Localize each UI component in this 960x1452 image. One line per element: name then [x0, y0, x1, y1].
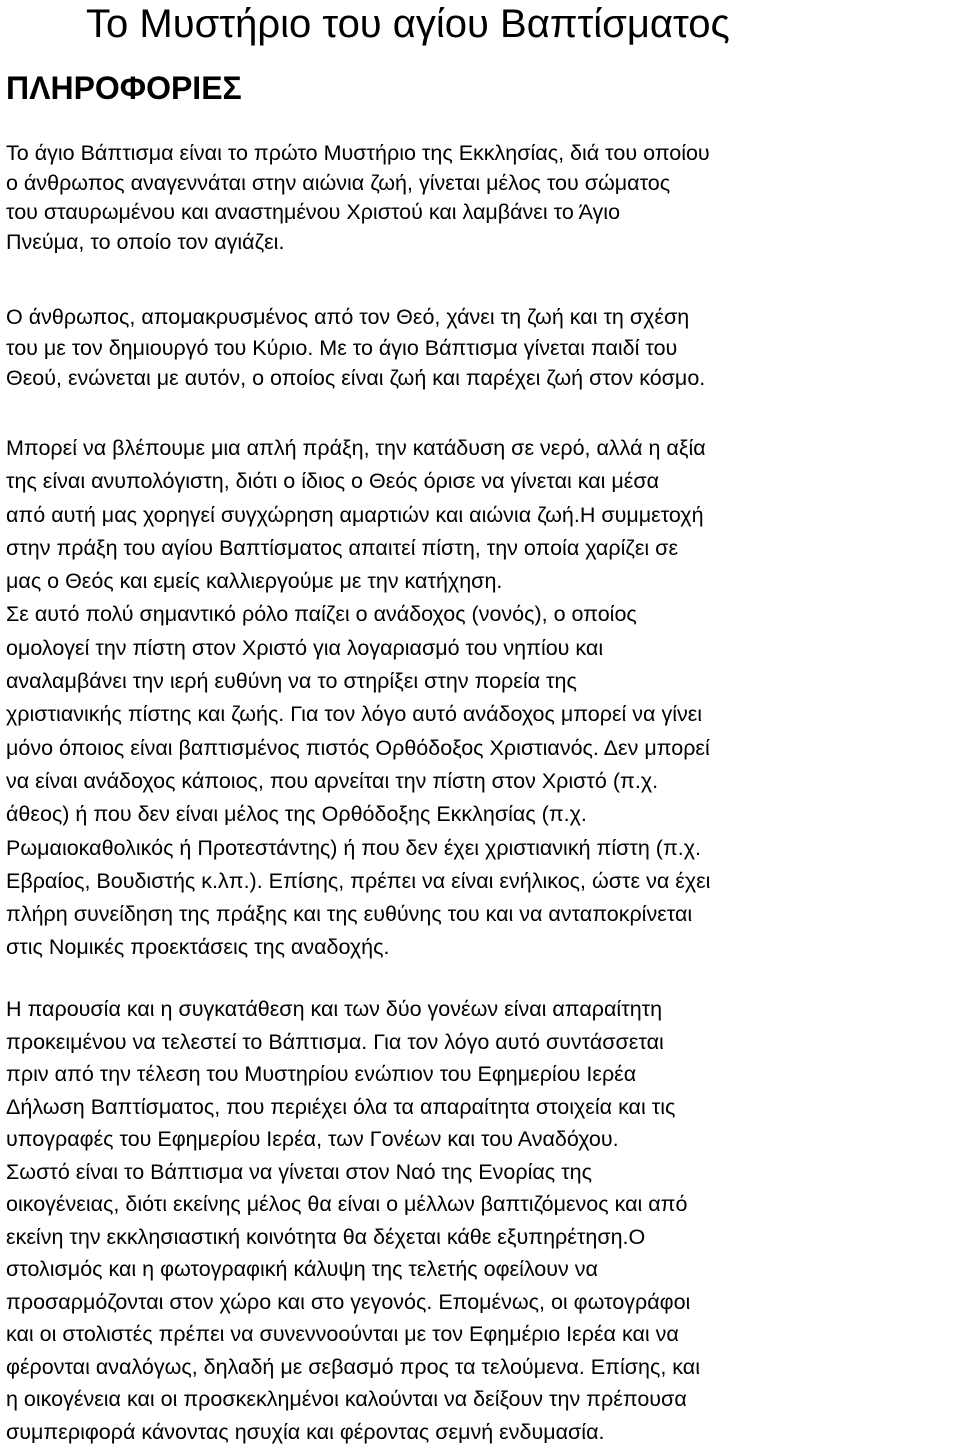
paragraph-line: του σταυρωμένου και αναστημένου Χριστού και λαμβάνει το Άγιο [6, 200, 621, 224]
paragraph-line: του με τον δημιουργό του Κύριο. Με το άγιο Βάπτισμα γίνεται παιδί του [6, 335, 678, 360]
paragraph-line: Ο άνθρωπος, απομακρυσμένος από τον Θεό, χάνει τη ζωή και τη σχέση [6, 305, 690, 329]
paragraph-line: Πνεύμα, το οποίο τον αγιάζει. [6, 229, 285, 254]
paragraph-line: πριν από την τέλεση του Μυστηρίου ενώπιον του Εφημερίου Ιερέα [6, 1062, 637, 1086]
paragraph-line: υπογραφές του Εφημερίου Ιερέα, των Γονέων και του Αναδόχου. [6, 1127, 619, 1151]
paragraph-godparent [6, 432, 958, 965]
paragraph-line: η οικογένεια και οι προσκεκλημένοι καλούνται να δείξουν την πρέπουσα [6, 1387, 687, 1411]
paragraph-line: ομολογεί την πίστη στον Χριστό για λογαριασμό του νηπίου και [6, 635, 604, 660]
paragraph-line: αναλαμβάνει την ιερή ευθύνη να το στηρίξει στην πορεία της [6, 669, 577, 694]
paragraph-line: της είναι ανυπολόγιστη, διότι ο ίδιος ο Θεός όρισε να γίνεται και μέσα [6, 469, 660, 494]
paragraph-line: προκειμένου να τελεστεί το Βάπτισμα. Για τον λόγο αυτό συντάσσεται [6, 1029, 664, 1054]
paragraph-line: πλήρη συνείδηση της πράξης και της ευθύνης του και να ανταποκρίνεται [6, 902, 693, 927]
paragraph-line: άθεος) ή που δεν είναι μέλος της Ορθόδοξης Εκκλησίας (π.χ. [6, 802, 587, 827]
paragraph-line: προσαρμόζονται στον χώρο και στο γεγονός. Επομένως, οι φωτογράφοι [6, 1289, 691, 1314]
paragraph-line: στην πράξη του αγίου Βαπτίσματος απαιτεί πίστη, την οποία χαρίζει σε [6, 535, 679, 560]
paragraph-line: να είναι ανάδοχος κάποιος, που αρνείται την πίστη στον Χριστό (π.χ. [6, 768, 659, 793]
paragraph-line: ο άνθρωπος αναγεννάται στην αιώνια ζωή, γίνεται μέλος του σώματος [6, 170, 671, 195]
paragraph-line: Μπορεί να βλέπουμε μια απλή πράξη, την κατάδυση σε νερό, αλλά η αξία [6, 436, 706, 460]
paragraph-line: Εβραίος, Βουδιστής κ.λπ.). Επίσης, πρέπει να είναι ενήλικος, ώστε να έχει [6, 868, 711, 893]
paragraph-line: Θεού, ενώνεται με αυτόν, ο οποίος είναι ζωή και παρέχει ζωή στον κόσμο. [6, 366, 706, 390]
paragraph-line: Ρωμαιοκαθολικός ή Προτεστάντης) ή που δεν έχει χριστιανική πίστη (π.χ. [6, 835, 702, 860]
paragraph-line: μόνο όποιος είναι βαπτισμένος πιστός Ορθόδοξος Χριστιανός. Δεν μπορεί [6, 735, 710, 760]
paragraph-line: μας ο Θεός και εμείς καλλιεργούμε με την κατήχηση. [6, 569, 503, 594]
paragraph-separation-from-god [6, 302, 958, 394]
paragraph-line: συμπεριφορά κάνοντας ησυχία και φέροντας σεμνή ενδυμασία. [6, 1419, 605, 1444]
paragraph-line: Σε αυτό πολύ σημαντικό ρόλο παίζει ο ανάδοχος (νονός), ο οποίος [6, 602, 637, 627]
paragraph-parents-and-ceremony [6, 993, 958, 1448]
paragraph-line: οικογένειας, διότι εκείνης μέλος θα είναι ο μέλλων βαπτιζόμενος και από [6, 1192, 688, 1216]
document-title: Το Μυστήριο του αγίου Βαπτίσματος [86, 2, 730, 46]
paragraph-line: στις Νομικές προεκτάσεις της αναδοχής. [6, 935, 390, 960]
paragraph-line: Η παρουσία και η συγκατάθεση και των δύο γονέων είναι απαραίτητη [6, 997, 663, 1021]
section-heading: ΠΛΗΡΟΦΟΡΙΕΣ [6, 70, 242, 106]
paragraph-line: φέρονται αναλόγως, δηλαδή με σεβασμό προς τα τελούμενα. Επίσης, και [6, 1354, 700, 1379]
paragraph-line: από αυτή μας χορηγεί συγχώρηση αμαρτιών και αιώνια ζωή.Η συμμετοχή [6, 502, 704, 527]
paragraph-line: Το άγιο Βάπτισμα είναι το πρώτο Μυστήριο της Εκκλησίας, διά του οποίου [6, 141, 710, 165]
paragraph-baptism-definition [6, 139, 958, 257]
paragraph-line: στολισμός και η φωτογραφική κάλυψη της τελετής οφείλουν να [6, 1257, 598, 1281]
paragraph-line: Σωστό είναι το Βάπτισμα να γίνεται στον Ναό της Ενορίας της [6, 1159, 592, 1184]
paragraph-line: και οι στολιστές πρέπει να συνεννοούνται με τον Εφημέριο Ιερέα και να [6, 1322, 679, 1346]
paragraph-line: Δήλωση Βαπτίσματος, που περιέχει όλα τα απαραίτητα στοιχεία και τις [6, 1094, 676, 1119]
paragraph-line: χριστιανικής πίστης και ζωής. Για τον λόγο αυτό ανάδοχος μπορεί να γίνει [6, 702, 703, 727]
paragraph-line: εκείνη την εκκλησιαστική κοινότητα θα δέχεται κάθε εξυπηρέτηση.Ο [6, 1224, 646, 1249]
